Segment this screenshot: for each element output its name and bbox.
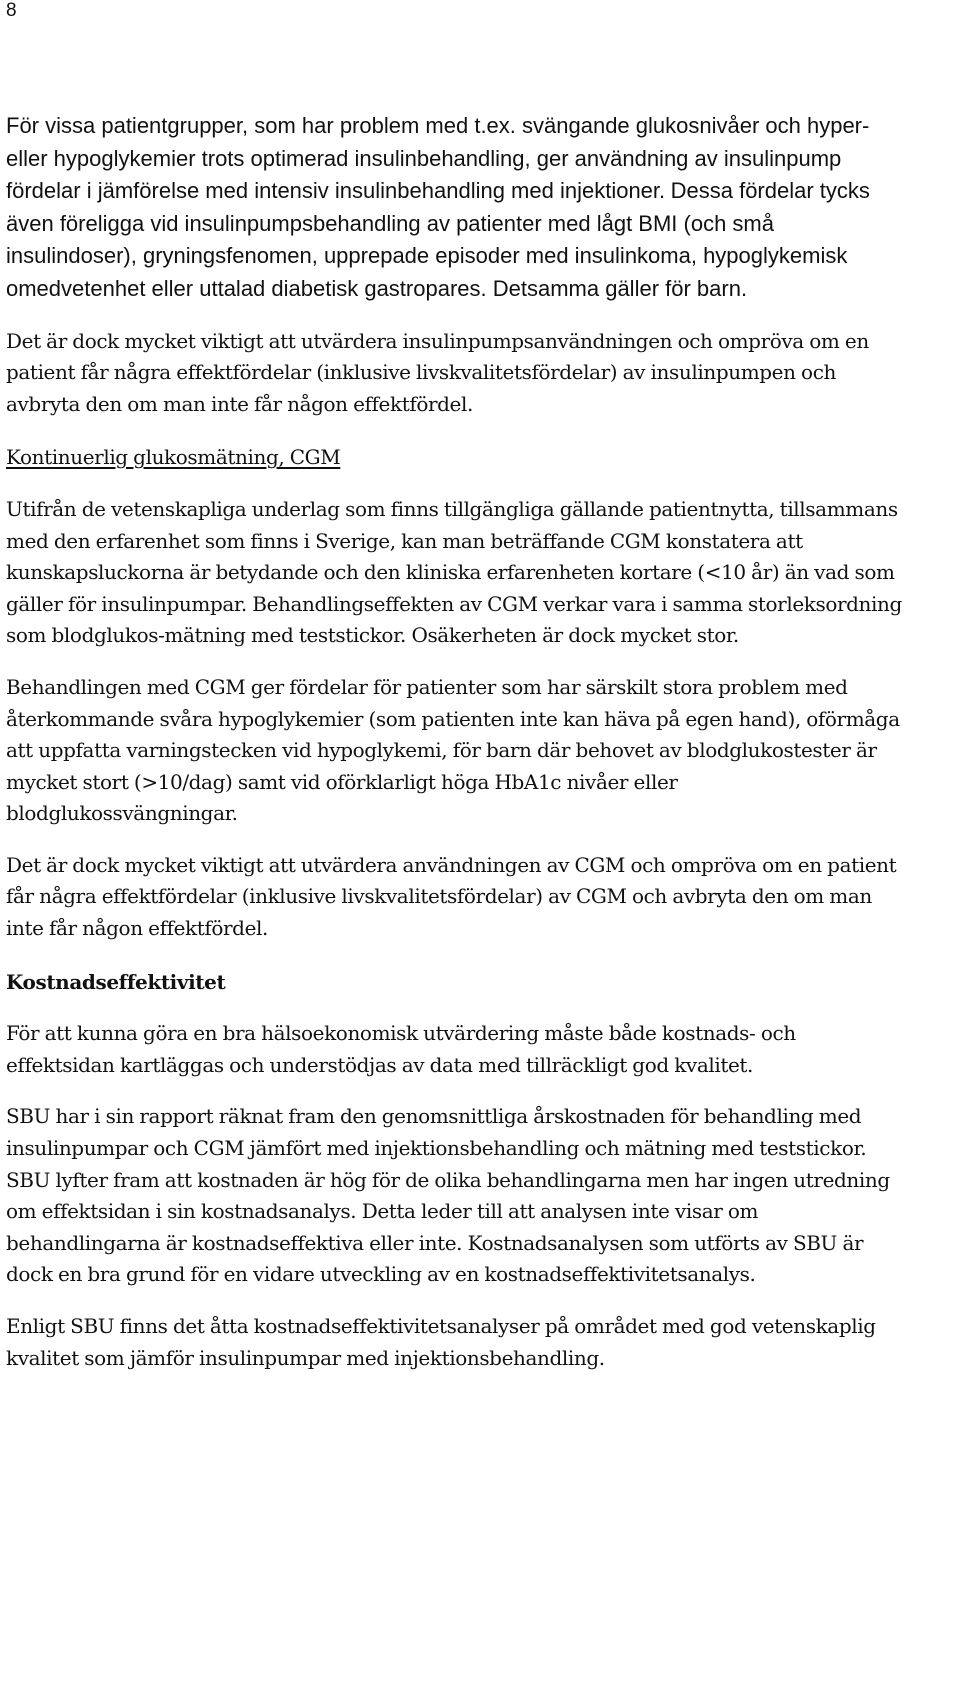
paragraph-pump-benefits-sans: För vissa patientgrupper, som har problem med t.ex. svängande glukosnivåer och hyper- eller hypoglykemier trots optimerad insulinbehandling, ger användning av insulinpump fördelar i jämförelse med intensiv insulinbehandling med injektioner. <box>6 113 870 204</box>
paragraph-sbu-analyses: Enligt SBU finns det åtta kostnadseffektivitetsanalyser på området med god vetenskaplig kvalitet som jämför insulinpumpar med injektionsbehandling. <box>6 1314 876 1370</box>
paragraph-pump-benefits <box>6 110 906 306</box>
paragraph-cgm-evidence: Utifrån de vetenskapliga underlag som finns tillgängliga gällande patientnytta, tillsammans med den erfarenhet som finns i Sverige, kan man beträffande CGM konstatera att kunskapsluckorna är betydande och den kliniska erfarenheten kortare (<10 år) än vad som gäller för insulinpumpar. Behandlingseffekten av CGM verkar vara i samma storleksordning som blodglukos-mätning med teststickor. Osäkerheten är dock mycket stor. <box>6 496 902 648</box>
paragraph-pump-benefits-cont: Dessa fördelar tycks även föreligga vid insulinpumpsbehandling av patienter med lågt BMI (och små insulindoser), gryningsfenomen, upprepade episoder med insulinkoma, hypoglykemisk omedvetenhet eller uttalad diabetisk gastropares. Detsamma gäller för barn. <box>6 178 870 301</box>
heading-cost-effectiveness: Kostnadseffektivitet <box>6 969 226 994</box>
paragraph-cgm-evaluation: Det är dock mycket viktigt att utvärdera användningen av CGM och ompröva om en patient får några effektfördelar (inklusive livskvalitetsfördelar) av CGM och avbryta den om man inte får någon effektfördel. <box>6 852 897 941</box>
page-number: 8 <box>6 0 17 21</box>
paragraph-cgm-benefits: Behandlingen med CGM ger fördelar för patienter som har särskilt stora problem med återkommande svåra hypoglykemier (som patienten inte kan häva på egen hand), oförmåga att uppfatta varningstecken vid hypoglykemi, för barn där behovet av blodglukostester är mycket stort (>10/dag) samt vid oförklarligt höga HbA1c nivåer eller blodglukossvängningar. <box>6 674 900 826</box>
paragraph-health-economics: För att kunna göra en bra hälsoekonomisk utvärdering måste både kostnads- och effektsidan kartläggas och understödjas av data med tillräckligt god kvalitet. <box>6 1021 796 1077</box>
paragraph-pump-evaluation: Det är dock mycket viktigt att utvärdera insulinpumpsanvändningen och ompröva om en patient får några effektfördelar (inklusive livskvalitetsfördelar) av insulinpumpen och avbryta den om man inte får någon effektfördel. <box>6 328 869 416</box>
document-body <box>6 110 906 1374</box>
heading-cgm: Kontinuerlig glukosmätning, CGM <box>6 445 341 470</box>
paragraph-sbu-report: SBU har i sin rapport räknat fram den genomsnittliga årskostnaden för behandling med insulinpumpar och CGM jämfört med injektionsbehandling och mätning med teststickor. SBU lyfter fram att kostnaden är hög för de olika behandlingarna men har ingen utredning om effektsidan i sin kostnadsanalys. Detta leder till att analysen inte visar om behandlingarna är kostnadseffektiva eller inte. Kostnadsanalysen som utförts av SBU är dock en bra grund för en vidare utveckling av en kostnadseffektivitetsanalys. <box>6 1104 890 1287</box>
